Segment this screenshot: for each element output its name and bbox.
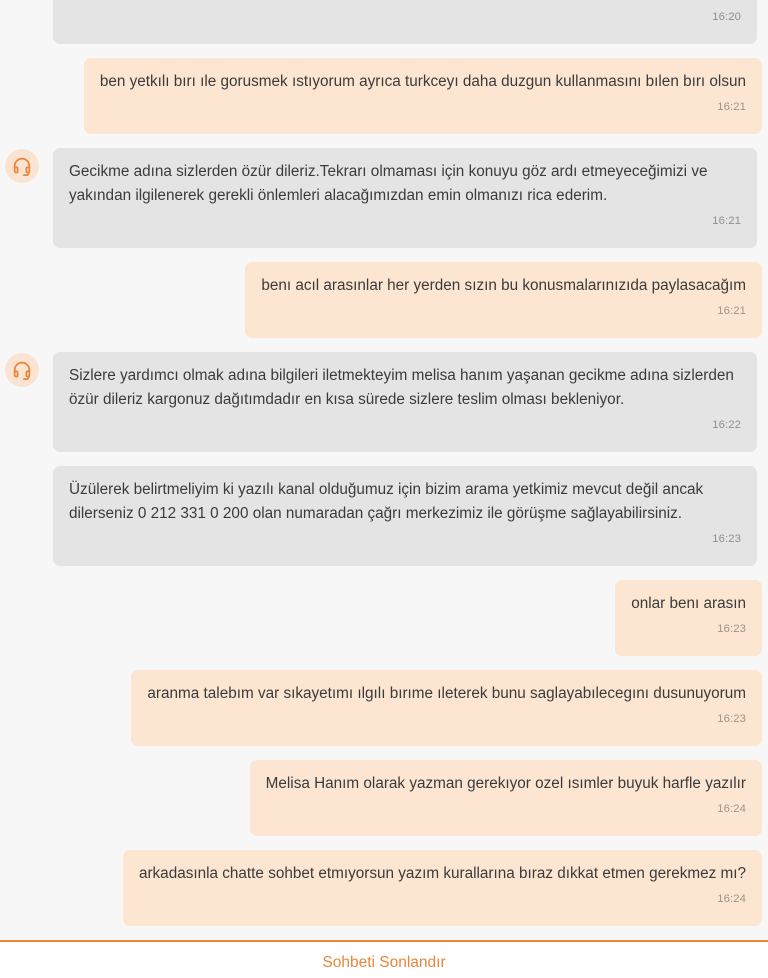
message-row-user <box>0 580 768 656</box>
message-text: Gecikme adına sizlerden özür dileriz.Tekrarı olmaması için konuyu göz ardı etmeyeceğimizi ve yakından ilgilenerek gerekli önlemleri alacağımızdan emin olmanızı rica ederim. <box>69 163 712 204</box>
message-timestamp: 16:21 <box>717 305 746 317</box>
message-timestamp: 16:23 <box>717 623 746 635</box>
message-bubble-user <box>615 580 762 656</box>
end-chat-button[interactable]: Sohbeti Sonlandır <box>322 954 446 971</box>
message-row-agent <box>0 0 768 44</box>
message-text: Melisa Hanım olarak yazman gerekıyor ozel ısımler buyuk harfle yazılır <box>265 775 746 792</box>
message-bubble-agent <box>53 352 757 452</box>
message-text: benı acıl arasınlar her yerden sızın bu konusmalarınızıda paylasacağım <box>261 277 746 294</box>
message-row-agent <box>0 148 768 248</box>
chat-footer <box>0 940 768 978</box>
message-timestamp: 16:21 <box>717 101 746 113</box>
message-row-user <box>0 760 768 836</box>
message-timestamp: 16:22 <box>712 419 741 431</box>
message-bubble-user <box>131 670 762 746</box>
message-text <box>69 0 741 4</box>
message-text: ben yetkılı bırı ıle gorusmek ıstıyorum ayrıca turkceyı daha duzgun kullanmasını bılen bırı olsun <box>99 73 746 90</box>
message-timestamp: 16:20 <box>712 11 741 23</box>
headset-icon <box>5 149 39 183</box>
headset-icon <box>5 353 39 387</box>
message-row-agent <box>0 352 768 452</box>
message-row-agent <box>0 466 768 566</box>
message-bubble-agent <box>53 148 757 248</box>
message-row-user <box>0 850 768 926</box>
message-bubble-agent <box>53 0 757 44</box>
message-timestamp: 16:24 <box>717 893 746 905</box>
message-row-user <box>0 262 768 338</box>
message-bubble-user <box>250 760 762 836</box>
message-timestamp: 16:23 <box>712 533 741 545</box>
message-row-user <box>0 670 768 746</box>
message-text: Sizlere yardımcı olmak adına bilgileri iletmekteyim melisa hanım yaşanan gecikme adına sizlerden özür dileriz kargonuz dağıtımdadır en kısa sürede sizlere teslim olması bekleniyor. <box>69 367 739 408</box>
message-text: Üzülerek belirtmeliyim ki yazılı kanal olduğumuz için bizim arama yetkimiz mevcut değil ancak dilerseniz 0 212 331 0 200 olan numaradan çağrı merkezimiz ile görüşme sağlayabilirsiniz. <box>69 481 708 522</box>
message-bubble-user <box>84 58 762 134</box>
message-text: aranma talebım var sıkayetımı ılgılı bırıme ıleterek bunu saglayabılecegını dusunuyorum <box>147 685 746 702</box>
message-timestamp: 16:24 <box>717 803 746 815</box>
message-bubble-user <box>123 850 762 926</box>
message-timestamp: 16:23 <box>717 713 746 725</box>
message-timestamp: 16:21 <box>712 215 741 227</box>
message-bubble-agent <box>53 466 757 566</box>
message-text: onlar benı arasın <box>631 595 746 612</box>
message-bubble-user <box>245 262 762 338</box>
message-text: arkadasınla chatte sohbet etmıyorsun yazım kurallarına bıraz dıkkat etmen gerekmez mı? <box>138 865 746 882</box>
message-row-user <box>0 58 768 134</box>
